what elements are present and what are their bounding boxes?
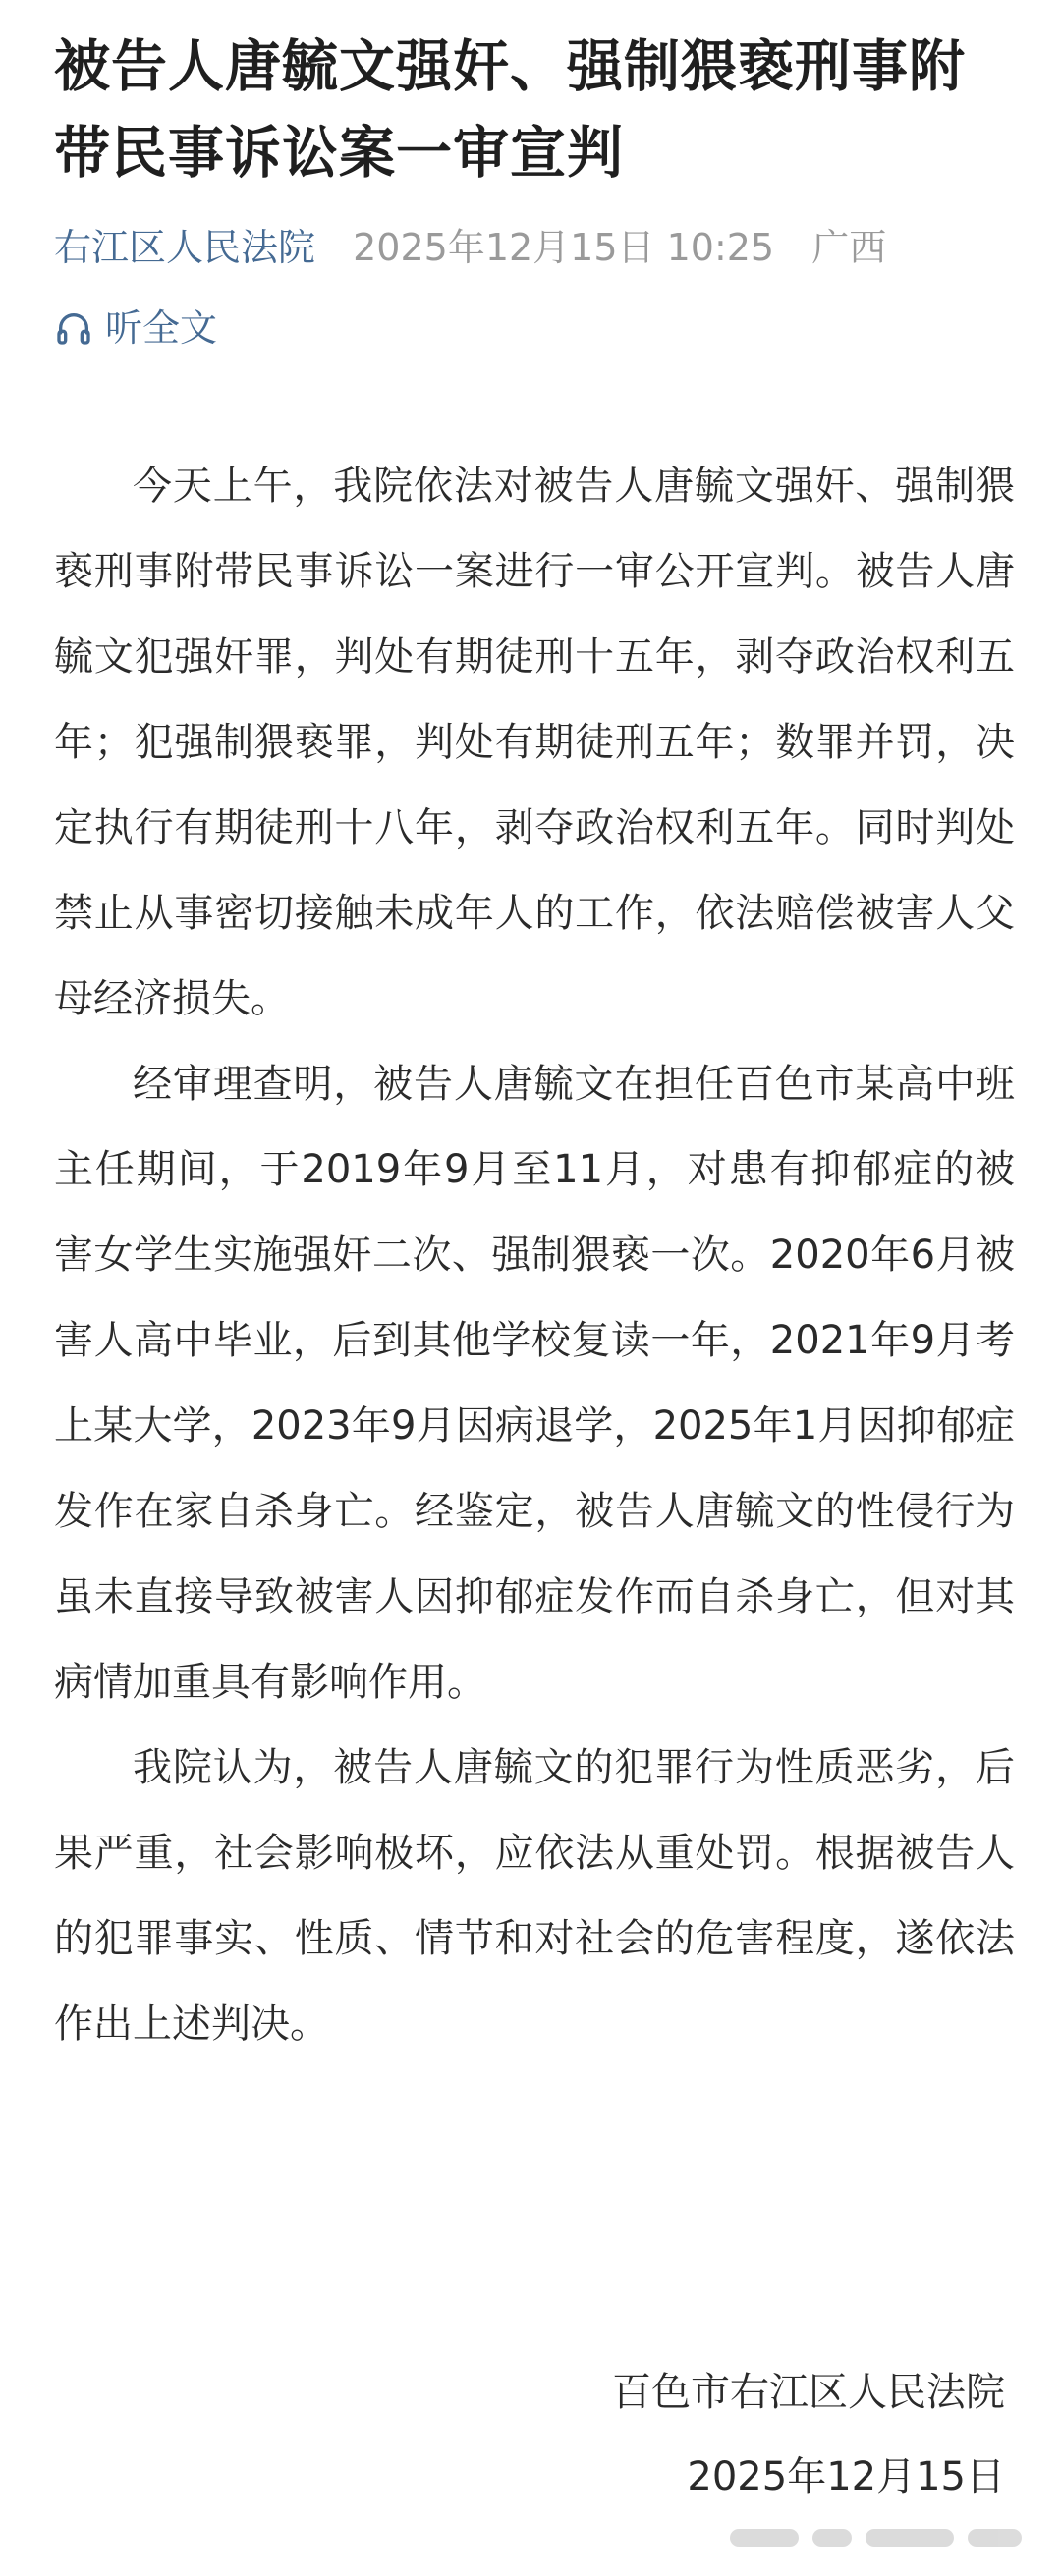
article-body (54, 444, 1015, 2067)
article-paragraph: 我院认为，被告人唐毓文的犯罪行为性质恶劣，后果严重，社会影响极坏，应依法从重处罚。根据被告人的犯罪事实、性质、情节和对社会的危害程度，遂依法作出上述判决。 (54, 1745, 1015, 2047)
listen-label: 听全文 (105, 306, 218, 350)
publish-region: 广西 (811, 226, 887, 269)
source-link[interactable]: 右江区人民法院 (54, 226, 316, 269)
publish-datetime: 2025年12月15日 10:25 (353, 226, 775, 269)
article-paragraph: 经审理查明，被告人唐毓文在担任百色市某高中班主任期间，于2019年9月至11月，对患有抑郁症的被害女学生实施强奸二次、强制猥亵一次。2020年6月被害人高中毕业，后到其他学校复读一年，2021年9月考上某大学，2023年9月因病退学，2025年1月因抑郁症发作在家自杀身亡。经鉴定，被告人唐毓文的性侵行为虽未直接导致被害人因抑郁症发作而自杀身亡，但对其病情加重具有影响作用。 (54, 1062, 1015, 1705)
headphones-icon (54, 308, 93, 348)
article-meta (54, 218, 886, 277)
signature-organization: 百色市右江区人民法院 (612, 2370, 1005, 2415)
watermark-decoration (730, 2529, 1022, 2547)
listen-full-text-button[interactable] (54, 301, 217, 356)
article-paragraph: 今天上午，我院依法对被告人唐毓文强奸、强制猥亵刑事附带民事诉讼一案进行一审公开宣判。被告人唐毓文犯强奸罪，判处有期徒刑十五年，剥夺政治权利五年；犯强制猥亵罪，判处有期徒刑五年；数罪并罚，决定执行有期徒刑十八年，剥夺政治权利五年。同时判处禁止从事密切接触未成年人的工作，依法赔偿被害人父母经济损失。 (54, 464, 1015, 1021)
signature-date: 2025年12月15日 (687, 2454, 1005, 2499)
article-title: 被告人唐毓文强奸、强制猥亵刑事附带民事诉讼案一审宣判 (54, 34, 966, 186)
